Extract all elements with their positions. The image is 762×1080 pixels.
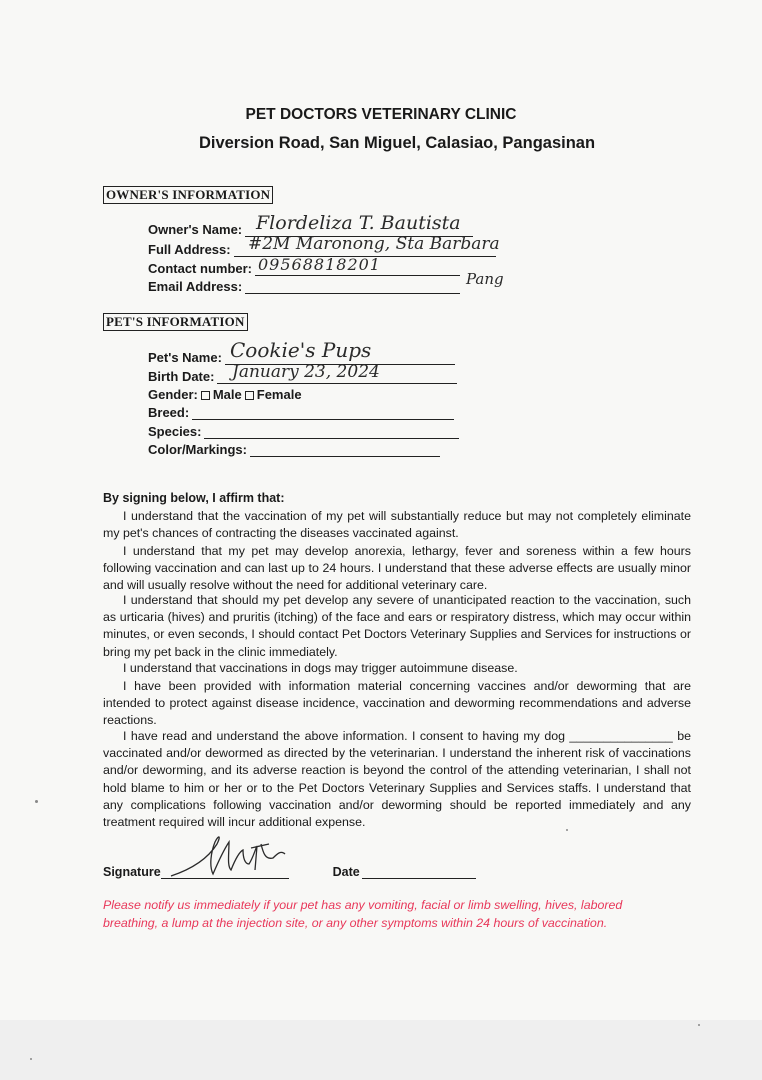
female-label: Female: [256, 387, 302, 402]
email-field[interactable]: [245, 279, 460, 294]
email-label: Email Address:: [148, 279, 243, 294]
color-field[interactable]: [250, 442, 440, 457]
scan-speck: [698, 1024, 700, 1026]
email-row: [148, 279, 460, 294]
date-label: Date: [332, 865, 360, 879]
species-label: Species:: [148, 424, 202, 439]
color-row: [148, 442, 440, 457]
female-checkbox[interactable]: [245, 391, 254, 400]
clinic-name: PET DOCTORS VETERINARY CLINIC: [245, 106, 517, 123]
owner-section-title: OWNER'S INFORMATION: [103, 186, 273, 204]
male-label: Male: [212, 387, 242, 402]
handwritten-signature: [169, 830, 289, 880]
notice-text: Please notify us immediately if your pet has any vomiting, facial or limb swelling, hives, labored breathing, a lump at the injection site, or any other symptoms within 24 hours of vaccination.: [103, 898, 623, 930]
owner-name-handwriting: Flordeliza T. Bautista: [256, 212, 461, 234]
breed-field[interactable]: [192, 405, 454, 420]
scan-speck: [35, 800, 38, 803]
male-checkbox[interactable]: [201, 391, 210, 400]
pet-section-title: PET'S INFORMATION: [103, 313, 248, 331]
address-label: Full Address:: [148, 242, 231, 257]
signature-row: [103, 864, 476, 879]
birth-date-label: Birth Date:: [148, 369, 215, 384]
owner-name-label: Owner's Name:: [148, 222, 243, 237]
signature-field[interactable]: [161, 864, 289, 879]
color-label: Color/Markings:: [148, 442, 247, 457]
date-field[interactable]: [362, 864, 476, 879]
birth-date-handwriting: January 23, 2024: [232, 362, 380, 382]
contact-note-handwriting: Pang: [466, 270, 504, 288]
gender-label: Gender:: [148, 387, 198, 402]
gender-row: [148, 387, 302, 402]
species-field[interactable]: [204, 424, 459, 439]
contact-label: Contact number:: [148, 261, 252, 276]
clinic-address: Diversion Road, San Miguel, Calasiao, Pangasinan: [198, 134, 596, 152]
breed-label: Breed:: [148, 405, 190, 420]
scan-speck: [30, 1058, 32, 1060]
breed-row: [148, 405, 454, 420]
affirmation-paragraph-4: I understand that vaccinations in dogs may trigger autoimmune disease.: [123, 661, 518, 675]
affirmation-paragraph-5: I have been provided with information material concerning vaccines and/or deworming that are intended to protect against disease incidence, vaccination and deworming recommendations and adverse reactions.: [103, 679, 691, 728]
scan-speck: [566, 829, 568, 831]
affirmation-paragraph-6: I have read and understand the above information. I consent to having my dog _______________ be vaccinated and/or dewormed as directed by the veterinarian. I understand the inherent risk of vaccinations and/or deworming, and its adverse reaction is beyond the control of the attending veterinarian, I shall not hold blame to him or her or to the Pet Doctors Veterinary Supplies and Services staffs. I understand that any complications following vaccination and/or deworming should be reported immediately and any treatment required will incur additional expense.: [103, 729, 691, 830]
affirmation-paragraph-3: I understand that should my pet develop any severe of unanticipated reaction to the vaccination, such as urticaria (hives) and pruritis (itching) of the face and ears or respiratory distress, which may occur within minutes, or even seconds, I should contact Pet Doctors Veterinary Supplies and Services for instructions or bring my pet back in the clinic immediately.: [103, 593, 691, 659]
pet-name-handwriting: Cookie's Pups: [230, 338, 372, 362]
contact-handwriting: 09568818201: [258, 255, 381, 274]
species-row: [148, 424, 459, 439]
affirmation-title: By signing below, I affirm that:: [103, 491, 285, 505]
affirmation-paragraph-2: I understand that my pet may develop anorexia, lethargy, fever and soreness within a few hours following vaccination and can last up to 24 hours. I understand that these adverse effects are usually minor and will usually resolve without the need for additional veterinary care.: [103, 544, 691, 593]
pet-name-label: Pet's Name:: [148, 350, 222, 365]
signature-label: Signature: [103, 865, 161, 879]
scan-background: [0, 1020, 762, 1080]
affirmation-paragraph-1: I understand that the vaccination of my pet will substantially reduce but may not completely eliminate my pet's chances of contracting the diseases vaccinated against.: [103, 509, 691, 541]
address-handwriting: #2M Maronong, Sta Barbara: [248, 234, 500, 254]
